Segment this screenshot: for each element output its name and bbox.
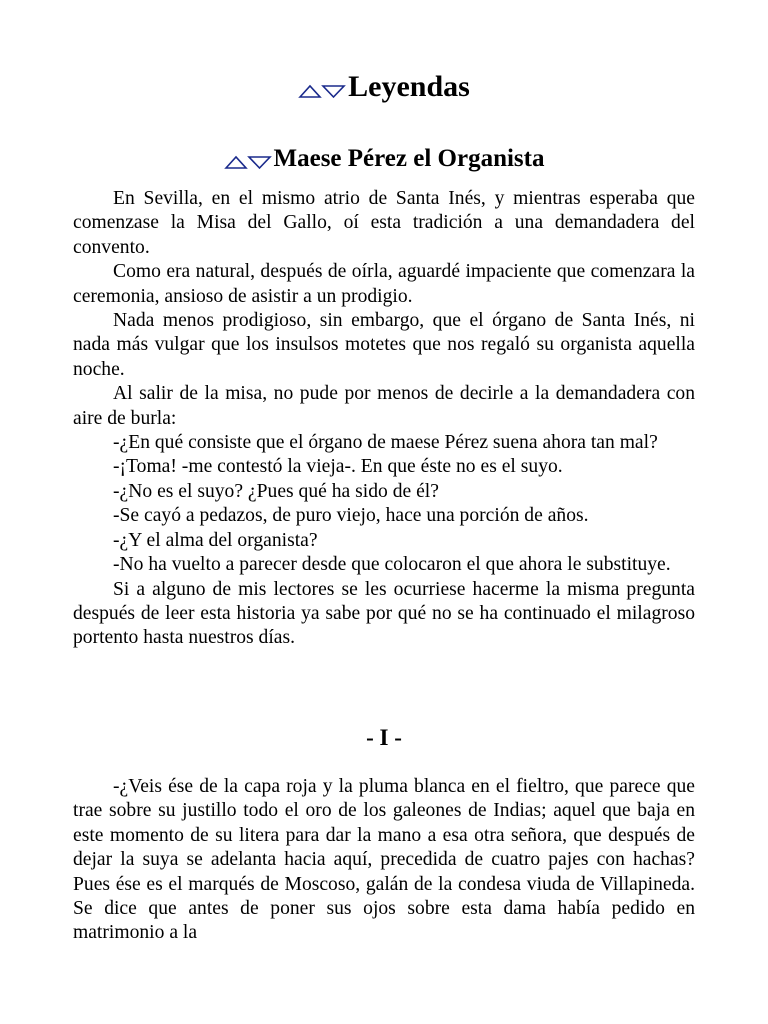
- paragraph: Si a alguno de mis lectores se les ocurriese hacerme la misma pregunta después de leer esta historia ya sabe por qué no se ha continuado el milagroso portento hasta nuestros días.: [73, 578, 695, 649]
- paragraph: -¡Toma! -me contestó la vieja-. En que éste no es el suyo.: [113, 456, 563, 478]
- paragraph: -¿Veis ése de la capa roja y la pluma blanca en el fieltro, que parece que trae sobre su justillo todo el oro de los galeones de Indias; aquel que baja en este momento de su litera para dar la mano a esa otra señora, que después de dejar la suya se adelanta hacia aquí, precedida de cuatro pajes con hachas? Pues ése es el marqués de Moscoso, galán de la condesa viuda de Villapineda. Se dice que antes de poner sus ojos sobre esta dama había pedido en matrimonio a la: [73, 776, 695, 944]
- title-row: [0, 68, 768, 108]
- triangle-up-icon[interactable]: [226, 157, 246, 168]
- subtitle-row: [0, 142, 768, 177]
- title-nav-arrows-icon: [298, 83, 346, 99]
- subtitle-nav-arrows-icon: [224, 154, 272, 170]
- triangle-down-icon[interactable]: [323, 86, 344, 97]
- paragraph: Nada menos prodigioso, sin embargo, que el órgano de Santa Inés, ni nada más vulgar que los insulsos motetes que nos regaló su organista aquella noche.: [73, 310, 695, 380]
- paragraph: Al salir de la misa, no pude por menos de decirle a la demandadera con aire de burla:: [73, 383, 695, 429]
- paragraph: -¿En qué consiste que el órgano de maese Pérez suena ahora tan mal?: [113, 432, 658, 454]
- chapter-heading: - I -: [366, 725, 402, 750]
- paragraph: -¿No es el suyo? ¿Pues qué ha sido de él?: [113, 480, 439, 502]
- chapter-text: [73, 775, 695, 946]
- title-nav-arrows: [298, 70, 346, 108]
- triangle-up-icon[interactable]: [300, 86, 320, 97]
- triangle-down-icon[interactable]: [249, 157, 270, 168]
- subtitle-nav-arrows: [224, 143, 272, 177]
- paragraph: En Sevilla, en el mismo atrio de Santa Inés, y mientras esperaba que comenzase la Misa del Gallo, oí esta tradición a una demandadera del convento.: [73, 188, 695, 258]
- page-title: Leyendas: [348, 70, 470, 103]
- paragraph: -Se cayó a pedazos, de puro viejo, hace una porción de años.: [113, 505, 589, 527]
- intro-text: [73, 187, 695, 651]
- paragraph: Como era natural, después de oírla, aguardé impaciente que comenzara la ceremonia, ansioso de asistir a un prodigio.: [73, 261, 695, 307]
- paragraph: -No ha vuelto a parecer desde que colocaron el que ahora le substituye.: [113, 554, 671, 576]
- paragraph: -¿Y el alma del organista?: [113, 529, 318, 551]
- section-title: Maese Pérez el Organista: [273, 145, 545, 172]
